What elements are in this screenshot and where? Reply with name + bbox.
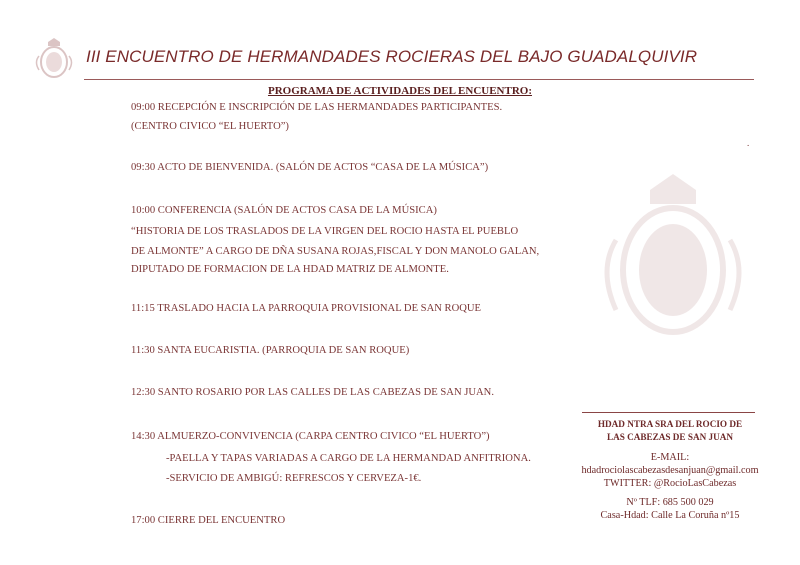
title-divider bbox=[84, 79, 754, 80]
schedule-line: 14:30 ALMUERZO-CONVIVENCIA (CARPA CENTRO CIVICO “EL HUERTO”) bbox=[131, 431, 490, 442]
address: Casa-Hdad: Calle La Coruña nº15 bbox=[600, 510, 740, 521]
schedule-line: -SERVICIO DE AMBIGÚ: REFRESCOS Y CERVEZA-1€. bbox=[166, 473, 422, 484]
crest-icon bbox=[34, 36, 74, 80]
schedule-line: 09:00 RECEPCIÓN E INSCRIPCIÓN DE LAS HERMANDADES PARTICIPANTES. bbox=[131, 102, 503, 113]
schedule-line: “HISTORIA DE LOS TRASLADOS DE LA VIRGEN DEL ROCIO HASTA EL PUEBLO bbox=[131, 226, 519, 237]
org-name-line1: HDAD NTRA SRA DEL ROCIO DE bbox=[597, 419, 743, 429]
page-title: III ENCUENTRO DE HERMANDADES ROCIERAS DEL BAJO GUADALQUIVIR bbox=[86, 47, 698, 66]
schedule-line: 12:30 SANTO ROSARIO POR LAS CALLES DE LAS CABEZAS DE SAN JUAN. bbox=[131, 387, 494, 398]
twitter-handle: TWITTER: @RocioLasCabezas bbox=[603, 478, 737, 489]
org-name-line2: LAS CABEZAS DE SAN JUAN bbox=[606, 432, 734, 442]
stray-mark: . bbox=[747, 138, 750, 148]
schedule-line: -PAELLA Y TAPAS VARIADAS A CARGO DE LA HERMANDAD ANFITRIONA. bbox=[166, 453, 531, 464]
schedule-line: 11:15 TRASLADO HACIA LA PARROQUIA PROVISIONAL DE SAN ROQUE bbox=[131, 303, 482, 314]
email-address: hdadrociolascabezasdesanjuan@gmail.com bbox=[581, 465, 759, 476]
schedule-line: (CENTRO CIVICO “EL HUERTO”) bbox=[131, 121, 289, 132]
email-label: E-MAIL: bbox=[650, 452, 690, 463]
schedule-line: 09:30 ACTO DE BIENVENIDA. (SALÓN DE ACTOS “CASA DE LA MÚSICA”) bbox=[131, 162, 489, 173]
phone-number: Nº TLF: 685 500 029 bbox=[626, 497, 714, 508]
schedule-line: 17:00 CIERRE DEL ENCUENTRO bbox=[131, 515, 286, 526]
schedule-line: 10:00 CONFERENCIA (SALÓN DE ACTOS CASA DE LA MÚSICA) bbox=[131, 205, 437, 216]
schedule-line: 11:30 SANTA EUCARISTIA. (PARROQUIA DE SAN ROQUE) bbox=[131, 345, 410, 356]
schedule-line: DE ALMONTE” A CARGO DE DÑA SUSANA ROJAS,FISCAL Y DON MANOLO GALAN, bbox=[131, 246, 540, 257]
schedule-line: DIPUTADO DE FORMACION DE LA HDAD MATRIZ DE ALMONTE. bbox=[131, 264, 449, 275]
watermark-crest-icon bbox=[598, 170, 748, 340]
program-heading: PROGRAMA DE ACTIVIDADES DEL ENCUENTRO: bbox=[267, 85, 533, 97]
contact-divider bbox=[582, 412, 755, 413]
